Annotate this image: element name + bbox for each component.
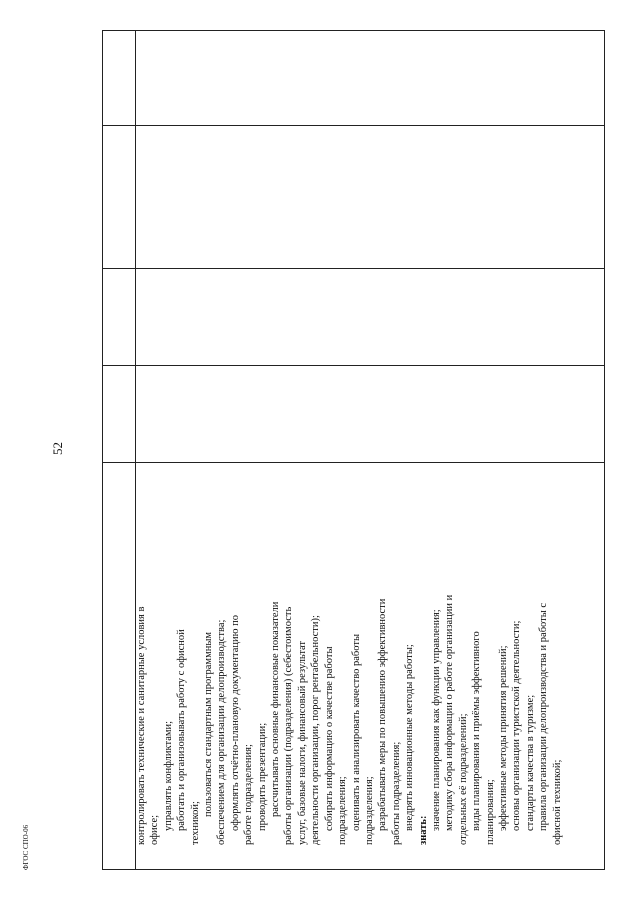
text-line: пользоваться стандартным программным (203, 631, 215, 817)
text-line: методику сбора информации о работе организации и (444, 594, 456, 831)
text-line: значение планирования как функции управления; (430, 609, 442, 831)
text-line: рассчитывать основные финансовые показатели (270, 601, 282, 817)
text-line: техникой; (189, 801, 201, 845)
text-line: подразделения; (337, 776, 349, 845)
text-line: отдельных её подразделений; (457, 713, 469, 845)
text-line: правила организации делопроизводства и работы с (538, 602, 550, 831)
row-divider (102, 125, 605, 126)
text-line: стандарты качества в туризме; (524, 694, 536, 831)
text-line: деятельности организации, порог рентабельности); (310, 615, 322, 845)
text-line: оформлять отчётно-плановую документацию по (229, 615, 241, 831)
footer-code: ФГОС СПО-06 (22, 824, 30, 870)
text-line: офисной техникой; (551, 759, 563, 845)
text-line: виды планирования и приёмы эффективного (471, 631, 483, 831)
text-line: внедрять инновационные методы работы; (404, 644, 416, 831)
text-line: управлять конфликтами; (162, 720, 174, 831)
page-number: 52 (50, 442, 65, 455)
text-line: обеспечением для организации делопроизводства; (216, 619, 228, 845)
text-line: услуг, базовые налоги, финансовый результат (296, 640, 308, 845)
text-line: работы организации (подразделения) (себестоимость (283, 606, 295, 845)
text-line: эффективные методы принятия решений; (497, 645, 509, 831)
row-divider (102, 268, 605, 269)
text-line: офисе; (149, 814, 161, 845)
text-line: собирать информацию о качестве работы (323, 646, 335, 831)
text-line: работе подразделения; (243, 744, 255, 845)
text-line: проводить презентации; (256, 722, 268, 831)
text-line: планирования; (484, 779, 496, 845)
section-heading-know: знать: (417, 815, 429, 845)
text-line: разрабатывать меры по повышению эффективности (377, 598, 389, 831)
row-divider (102, 365, 605, 366)
text-line: подразделения; (363, 776, 375, 845)
text-line: контролировать технические и санитарные условия в (136, 606, 147, 845)
text-line: работы подразделения; (390, 741, 402, 845)
text-line: оценивать и анализировать качество работы (350, 634, 362, 831)
competency-cell-text (135, 460, 564, 845)
text-line: основы организации туристской деятельности; (511, 620, 523, 831)
text-line: работать и организовывать работу с офисной (176, 629, 188, 831)
